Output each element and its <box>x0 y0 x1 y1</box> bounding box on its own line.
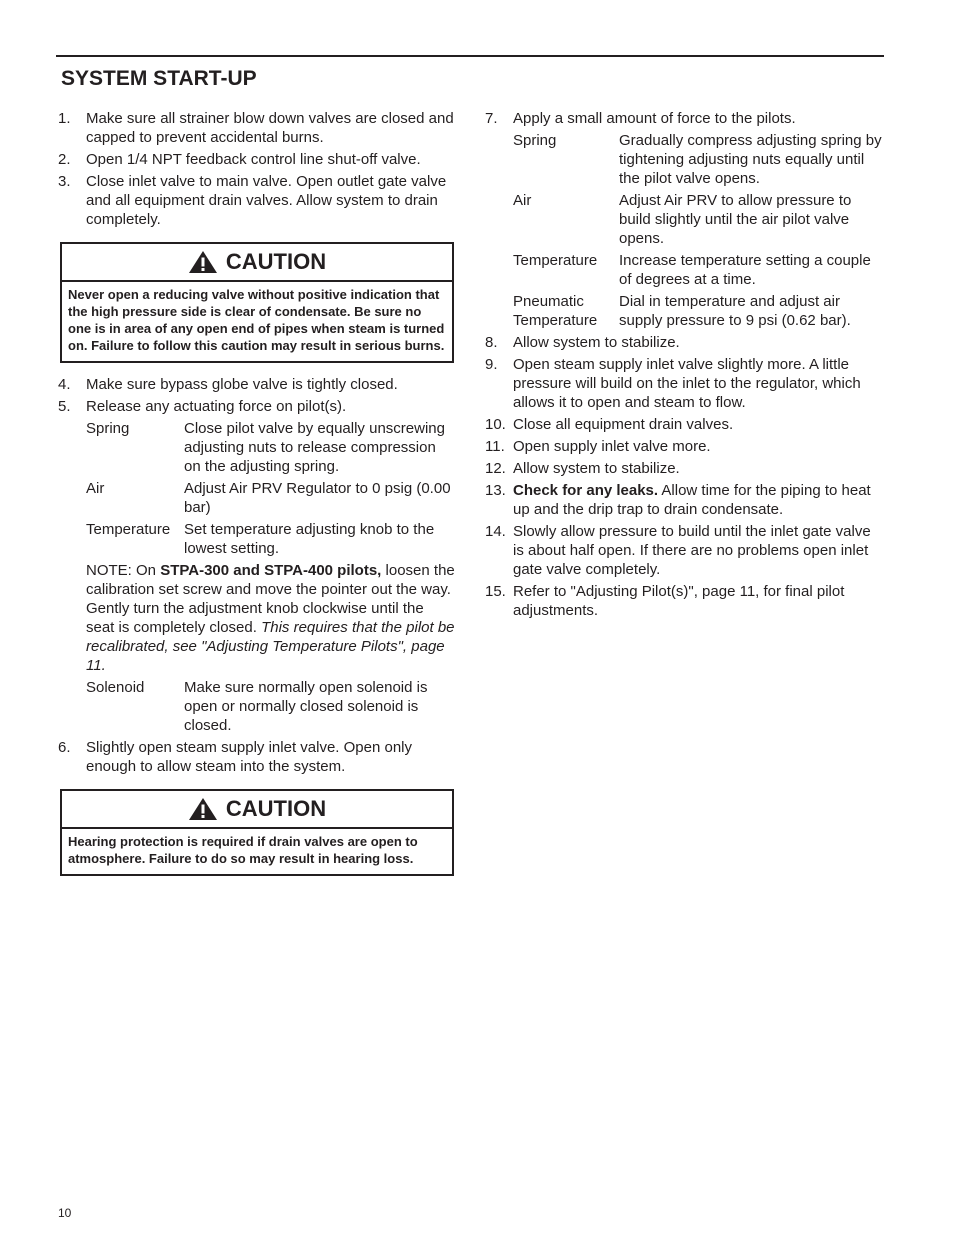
substep-air <box>86 479 456 517</box>
step-5 <box>58 397 456 735</box>
caution-title: CAUTION <box>225 796 327 821</box>
substep-text: Make sure normally open solenoid is open or normally closed solenoid is closed. <box>184 679 428 734</box>
step-number: 7. <box>485 110 498 127</box>
step-number: 15. <box>485 583 506 600</box>
substep-air <box>513 191 885 248</box>
step-number: 10. <box>485 416 506 433</box>
substep-label: Pneumatic Temperature <box>513 293 598 329</box>
note-italic: This requires that the pilot be recalibrated, see "Adjusting Temperature Pilots", page 11. <box>86 619 455 674</box>
step-number: 1. <box>58 110 71 127</box>
substep-label: Temperature <box>86 521 171 538</box>
step-14 <box>485 522 885 579</box>
step-text: Make sure bypass globe valve is tightly closed. <box>86 376 398 393</box>
step-4 <box>58 375 456 394</box>
step-number: 9. <box>485 356 498 373</box>
step-number: 2. <box>58 151 71 168</box>
header-rule <box>56 55 884 57</box>
substep-text: Adjust Air PRV Regulator to 0 psig (0.00 bar) <box>184 480 451 516</box>
page-title: SYSTEM START-UP <box>61 67 257 90</box>
step-1 <box>58 109 456 147</box>
substep-temperature <box>513 251 885 289</box>
note-middle: loosen the calibration set screw and move the pointer out the way. Gently turn the adjustment knob clockwise until the seat is completely closed. <box>86 562 455 636</box>
substep-label: Air <box>513 192 532 209</box>
step-9 <box>485 355 885 412</box>
step-number: 12. <box>485 460 506 477</box>
step-number: 5. <box>58 398 71 415</box>
substep-spring <box>86 419 456 476</box>
caution-header <box>62 791 452 829</box>
substep-pneumatic-temperature <box>513 292 885 330</box>
step-text: Allow time for the piping to heat up and the drip trap to drain condensate. <box>513 482 871 518</box>
substep-spring <box>513 131 885 188</box>
warning-triangle-icon <box>188 797 218 821</box>
step-text: Slightly open steam supply inlet valve. Open only enough to allow steam into the system. <box>86 739 413 775</box>
warning-triangle-icon <box>188 250 218 274</box>
step-text: Open 1/4 NPT feedback control line shut-off valve. <box>86 151 421 168</box>
step-text: Make sure all strainer blow down valves are closed and capped to prevent accidental burns. <box>86 110 454 146</box>
step-number: 13. <box>485 482 506 499</box>
step-13 <box>485 481 885 519</box>
note-prefix: NOTE: On <box>86 562 161 579</box>
substep-label: Spring <box>86 420 130 437</box>
caution-box-hearing <box>60 789 454 876</box>
step-11 <box>485 437 885 456</box>
substep-text: Dial in temperature and adjust air supply pressure to 9 psi (0.62 bar). <box>619 293 851 329</box>
step-number: 11. <box>485 438 505 455</box>
step-3 <box>58 172 456 229</box>
step-text: Slowly allow pressure to build until the inlet gate valve is about half open. If there are no problems open inlet gate valve completely. <box>513 523 871 578</box>
step-number: 3. <box>58 173 71 190</box>
caution-header <box>62 244 452 282</box>
substep-label: Temperature <box>513 252 598 269</box>
caution-title: CAUTION <box>225 249 327 274</box>
step-text: Allow system to stabilize. <box>513 460 680 477</box>
step-text: Open steam supply inlet valve slightly more. A little pressure will build on the inlet to the regulator, which allows it to open and steam to flow. <box>513 356 861 411</box>
step-number: 6. <box>58 739 71 756</box>
stpa-note <box>86 561 456 675</box>
note-bold: STPA-300 and STPA-400 pilots, <box>160 562 382 579</box>
page-number: 10 <box>58 1206 72 1220</box>
substep-label: Spring <box>513 132 557 149</box>
step-bold: Check for any leaks. <box>513 482 659 499</box>
substep-text: Increase temperature setting a couple of degrees at a time. <box>619 252 871 288</box>
caution-box-burns <box>60 242 454 363</box>
step-number: 4. <box>58 376 71 393</box>
substep-text: Gradually compress adjusting spring by tightening adjusting nuts equally until the pilot valve opens. <box>619 132 882 187</box>
substep-label: Air <box>86 480 105 497</box>
substep-text: Set temperature adjusting knob to the lowest setting. <box>184 521 435 557</box>
step-text: Close all equipment drain valves. <box>513 416 734 433</box>
caution-text: Hearing protection is required if drain valves are open to atmosphere. Failure to do so may result in hearing loss. <box>68 834 418 866</box>
step-text: Allow system to stabilize. <box>513 334 680 351</box>
substep-label: Solenoid <box>86 679 145 696</box>
right-column <box>485 109 885 623</box>
caution-text: Never open a reducing valve without positive indication that the high pressure side is clear of condensate. Be sure no one is in area of any open end of pipes when steam is turned on. Failure to follow this caution may result in serious burns. <box>68 287 445 353</box>
step-text: Close inlet valve to main valve. Open outlet gate valve and all equipment drain valves. Allow system to drain completely. <box>86 173 447 228</box>
substep-temperature <box>86 520 456 558</box>
step-6 <box>58 738 456 776</box>
step-text: Open supply inlet valve more. <box>513 438 711 455</box>
step-8 <box>485 333 885 352</box>
step-number: 14. <box>485 523 506 540</box>
step-2 <box>58 150 456 169</box>
substep-solenoid <box>86 678 456 735</box>
substep-text: Adjust Air PRV to allow pressure to build slightly until the air pilot valve opens. <box>619 192 852 247</box>
left-column <box>58 109 456 888</box>
step-text: Refer to "Adjusting Pilot(s)", page 11, for final pilot adjustments. <box>513 583 845 619</box>
step-text: Release any actuating force on pilot(s). <box>86 398 347 415</box>
step-7 <box>485 109 885 330</box>
step-number: 8. <box>485 334 498 351</box>
substep-text: Close pilot valve by equally unscrewing adjusting nuts to release compression on the adjusting spring. <box>184 420 445 475</box>
step-text: Apply a small amount of force to the pilots. <box>513 110 796 127</box>
step-12 <box>485 459 885 478</box>
step-10 <box>485 415 885 434</box>
step-15 <box>485 582 885 620</box>
